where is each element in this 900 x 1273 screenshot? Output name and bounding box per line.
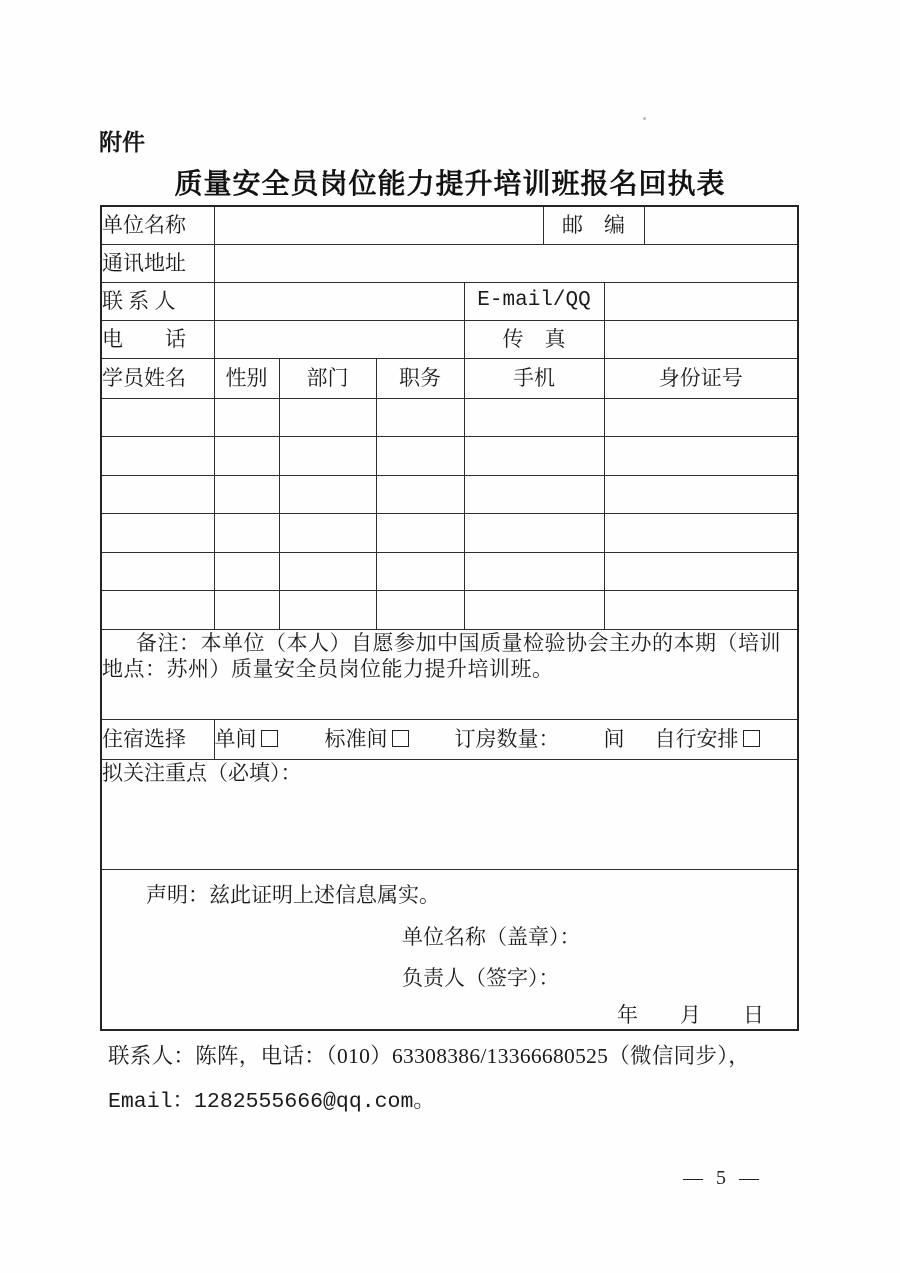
declaration-row (101, 869, 798, 1030)
row-phone (101, 320, 798, 358)
accommodation-options (214, 719, 798, 759)
student-cell (279, 475, 376, 514)
checkbox-icon (743, 730, 760, 747)
student-cell (464, 437, 604, 476)
fax-value-cell (604, 320, 798, 358)
student-cell (101, 552, 214, 591)
booking-qty-label: 订房数量： (454, 726, 560, 751)
remark-text: 备注：本单位（本人）自愿参加中国质量检验协会主办的本期（培训地点：苏州）质量安全员岗位能力提升培训班。 (101, 629, 798, 719)
option-standard-room-label: 标准间 (324, 726, 388, 751)
accommodation-row (101, 719, 798, 759)
header-department: 部门 (279, 358, 376, 398)
option-single-room-label: 单间 (214, 726, 257, 751)
student-cell (101, 398, 214, 437)
student-row (101, 591, 798, 630)
student-row (101, 398, 798, 437)
page-title: 质量安全员岗位能力提升培训班报名回执表 (174, 168, 726, 199)
checkbox-icon (261, 730, 278, 747)
remark-row (101, 629, 798, 719)
option-standard-room (325, 727, 409, 751)
fax-label: 传 真 (464, 320, 604, 358)
signer-label: 负责人（签字）： (402, 966, 560, 990)
unit-seal-label: 单位名称（盖章）： (402, 924, 581, 949)
registration-form-table (100, 205, 799, 1031)
footer-email-line: Email：1282555666@qq.com。 (108, 1090, 435, 1114)
scan-artifact-dot (643, 117, 646, 120)
option-self-arrange-label: 自行安排 (654, 726, 739, 751)
page-number: — 5 — (683, 1167, 763, 1189)
student-cell (376, 475, 464, 514)
student-cell (279, 591, 376, 630)
focus-label: 拟关注重点（必填）： (101, 759, 798, 869)
student-cell (279, 398, 376, 437)
student-cell (101, 475, 214, 514)
student-cell (101, 514, 214, 553)
phone-value-cell (214, 320, 464, 358)
student-cell (604, 475, 798, 514)
student-row (101, 552, 798, 591)
student-row (101, 437, 798, 476)
student-cell (376, 514, 464, 553)
student-cell (604, 591, 798, 630)
student-cell (604, 552, 798, 591)
student-cell (214, 514, 279, 553)
postcode-value-cell (644, 206, 798, 244)
students-header-row (101, 358, 798, 398)
declaration-statement: 声明：兹此证明上述信息属实。 (146, 882, 440, 907)
contact-value-cell (214, 282, 464, 320)
student-cell (464, 514, 604, 553)
student-cell (464, 591, 604, 630)
student-cell (214, 398, 279, 437)
student-cell (604, 514, 798, 553)
unit-name-value-cell (214, 206, 543, 244)
attachment-label: 附件 (99, 129, 145, 155)
header-mobile: 手机 (464, 358, 604, 398)
student-cell (279, 514, 376, 553)
postcode-label: 邮 编 (543, 206, 644, 244)
student-row (101, 475, 798, 514)
option-single-room (215, 727, 278, 751)
focus-row (101, 759, 798, 869)
header-student-name: 学员姓名 (101, 358, 214, 398)
student-cell (376, 437, 464, 476)
accommodation-label: 住宿选择 (101, 719, 214, 759)
student-cell (279, 552, 376, 591)
header-id-number: 身份证号 (604, 358, 798, 398)
email-qq-value-cell (604, 282, 798, 320)
unit-name-label: 单位名称 (101, 206, 214, 244)
student-cell (214, 437, 279, 476)
declaration-cell (101, 869, 798, 1030)
date-line: 年 月 日 (617, 1003, 764, 1028)
student-cell (464, 552, 604, 591)
student-cell (376, 398, 464, 437)
header-position: 职务 (376, 358, 464, 398)
row-contact (101, 282, 798, 320)
email-qq-label: E-mail/QQ (464, 282, 604, 320)
row-unit-name (101, 206, 798, 244)
student-cell (214, 475, 279, 514)
address-value-cell (214, 244, 798, 282)
row-address (101, 244, 798, 282)
student-cell (214, 591, 279, 630)
student-cell (279, 437, 376, 476)
student-cell (214, 552, 279, 591)
footer-contact-line: 联系人：陈阵，电话：（010）63308386/13366680525（微信同步）， (108, 1044, 751, 1068)
phone-label: 电 话 (101, 320, 214, 358)
address-label: 通讯地址 (101, 244, 214, 282)
student-row (101, 514, 798, 553)
student-cell (376, 591, 464, 630)
checkbox-icon (392, 730, 409, 747)
student-cell (101, 437, 214, 476)
student-cell (376, 552, 464, 591)
student-cell (101, 591, 214, 630)
qty-unit-label: 间 (603, 726, 625, 751)
contact-label: 联 系 人 (101, 282, 214, 320)
student-cell (464, 398, 604, 437)
header-gender: 性别 (214, 358, 279, 398)
student-cell (464, 475, 604, 514)
option-self-arrange (655, 727, 760, 751)
student-cell (604, 437, 798, 476)
student-cell (604, 398, 798, 437)
